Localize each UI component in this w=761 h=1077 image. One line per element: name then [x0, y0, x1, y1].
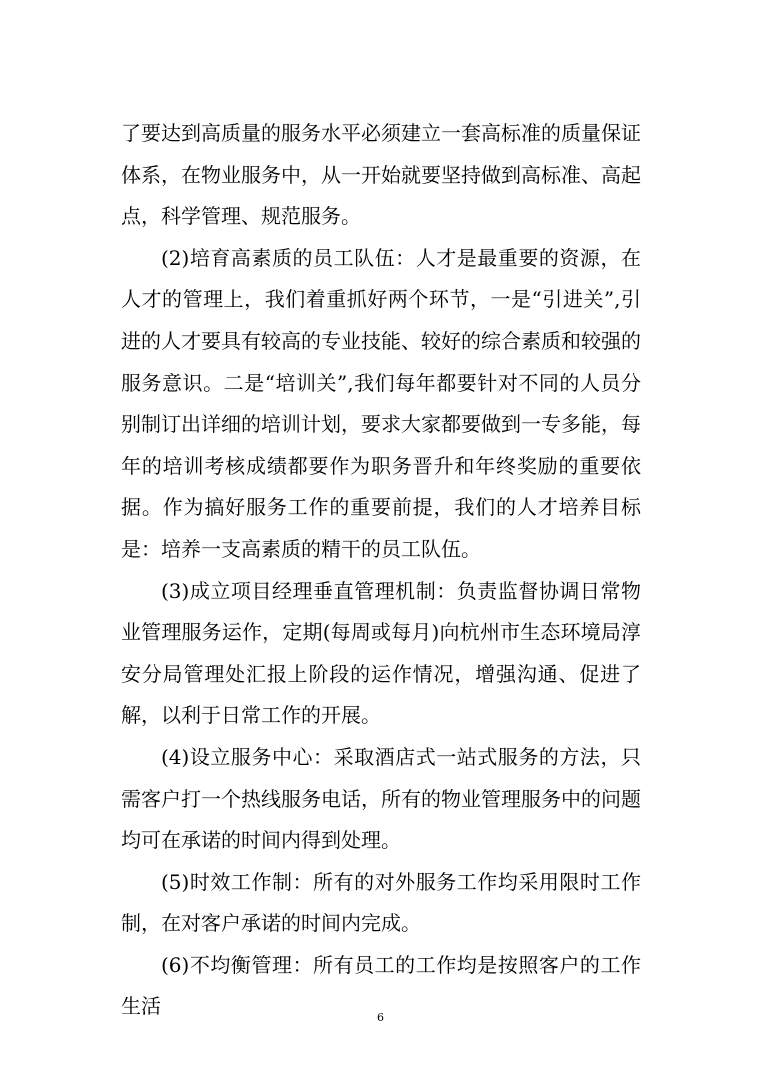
paragraph-item-6: (6)不均衡管理：所有员工的工作均是按照客户的工作生活	[121, 952, 641, 1019]
paragraph-item-3: (3)成立项目经理垂直管理机制：负责监督协调日常物业管理服务运作，定期(每周或每月)向杭州市生态环境局淳安分局管理处汇报上阶段的运作情况，增强沟通、促进了解，以利于日常工作的开展。	[121, 578, 641, 728]
page-number: 6	[377, 1011, 384, 1024]
paragraph-item-4: (4)设立服务中心：采取酒店式一站式服务的方法，只需客户打一个热线服务电话，所有的物业管理服务中的问题均可在承诺的时间内得到处理。	[121, 744, 641, 853]
paragraph-item-2: (2)培育高素质的员工队伍：人才是最重要的资源，在人才的管理上，我们着重抓好两个环节，一是“引进关”,引进的人才要具有较高的专业技能、较好的综合素质和较强的服务意识。二是“培训关”,我们每年都要针对不同的人员分别制订出详细的培训计划，要求大家都要做到一专多能，每年的培训考核成绩都要作为职务晋升和年终奖励的重要依据。作为搞好服务工作的重要前提，我们的人才培养目标是：培养一支高素质的精干的员工队伍。	[121, 245, 641, 561]
paragraph-item-5: (5)时效工作制：所有的对外服务工作均采用限时工作制，在对客户承诺的时间内完成。	[121, 869, 641, 936]
paragraph-continuation: 了要达到高质量的服务水平必须建立一套高标准的质量保证体系，在物业服务中，从一开始就要坚持做到高标准、高起点，科学管理、规范服务。	[121, 121, 641, 229]
document-body	[121, 113, 641, 1028]
